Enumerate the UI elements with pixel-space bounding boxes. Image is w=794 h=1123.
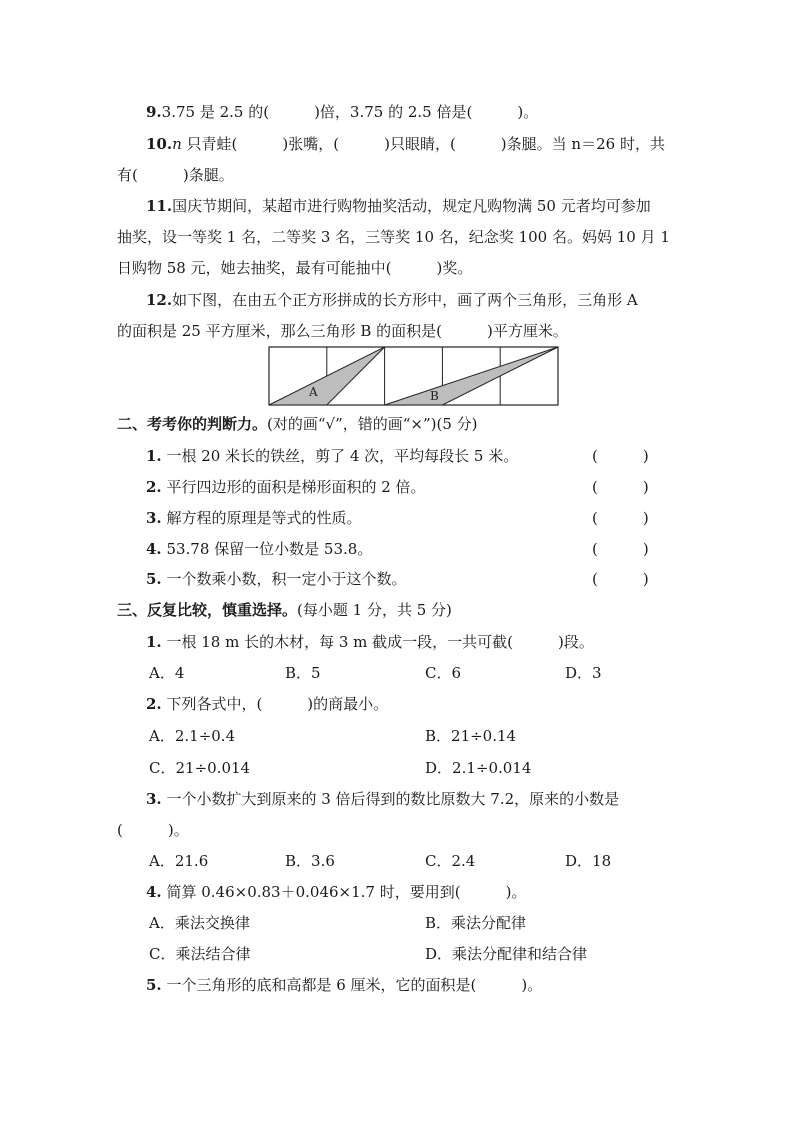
item-number: 4. [146, 540, 162, 558]
answer-paren[interactable]: ( ) [592, 570, 649, 588]
question-text: 如下图，在由五个正方形拼成的长方形中，画了两个三角形，三角形 A [172, 291, 638, 309]
question-12-line-1 [146, 290, 638, 310]
item-number: 3. [146, 509, 162, 527]
question-11-line-1 [146, 196, 651, 216]
option-c[interactable]: C．6 [425, 664, 462, 682]
item-text: 下列各式中，( )的商最小。 [166, 695, 389, 713]
section-3-heading [117, 600, 452, 620]
item-number: 2. [146, 695, 162, 713]
item-text: ( )。 [117, 821, 189, 839]
section-note: (对的画“√”，错的画“×”)(5 分) [267, 415, 478, 433]
choice-question-4 [146, 882, 526, 902]
question-11-line-2 [117, 227, 670, 247]
item-text: 简算 0.46×0.83＋0.046×1.7 时，要用到( )。 [166, 883, 527, 901]
item-number: 3. [146, 790, 162, 808]
option-a[interactable]: A．乘法交换律 [149, 914, 250, 932]
option-a[interactable]: A．4 [149, 664, 185, 682]
choice-question-3-line-2 [117, 820, 189, 840]
judgement-item [146, 539, 372, 559]
question-text: 有( )条腿。 [117, 166, 234, 184]
option-d[interactable]: D．乘法分配律和结合律 [425, 945, 588, 963]
question-11-line-3 [117, 258, 472, 278]
item-text: 解方程的原理是等式的性质。 [166, 509, 362, 527]
variable-n: n [172, 135, 182, 153]
question-number: 10. [146, 135, 173, 153]
item-text: 一个数乘小数，积一定小于这个数。 [166, 570, 407, 588]
section-note: (每小题 1 分，共 5 分) [297, 601, 452, 619]
answer-paren[interactable]: ( ) [592, 447, 649, 465]
item-text: 一根 18 m 长的木材，每 3 m 截成一段，一共可截( )段。 [166, 633, 594, 651]
judgement-item [146, 569, 406, 589]
triangle-a-label: A [309, 385, 318, 399]
section-title: 二、考考你的判断力。 [117, 415, 268, 433]
option-a[interactable]: A．21.6 [149, 852, 209, 870]
question-number: 9. [146, 103, 162, 121]
choice-question-1 [146, 632, 594, 652]
item-number: 1. [146, 633, 162, 651]
question-9 [146, 102, 538, 122]
option-d[interactable]: D．18 [565, 852, 612, 870]
option-c[interactable]: C．21÷0.014 [149, 759, 251, 777]
judgement-item [146, 508, 361, 528]
option-b[interactable]: B．3.6 [285, 852, 335, 870]
item-text: 一根 20 米长的铁丝，剪了 4 次，平均每段长 5 米。 [166, 447, 519, 465]
rectangle-triangles-figure [268, 346, 560, 408]
item-number: 2. [146, 478, 162, 496]
answer-paren[interactable]: ( ) [592, 509, 649, 527]
item-number: 5. [146, 976, 162, 994]
judgement-item [146, 477, 426, 497]
item-text: 一个小数扩大到原来的 3 倍后得到的数比原数大 7.2，原来的小数是 [166, 790, 620, 808]
answer-paren[interactable]: ( ) [592, 540, 649, 558]
option-b[interactable]: B．乘法分配律 [425, 914, 527, 932]
question-12-line-2 [117, 321, 568, 341]
option-d[interactable]: D．3 [565, 664, 602, 682]
option-a[interactable]: A．2.1÷0.4 [149, 727, 236, 745]
option-b[interactable]: B．21÷0.14 [425, 727, 517, 745]
question-number: 11. [146, 197, 173, 215]
question-text: 日购物 58 元，她去抽奖，最有可能抽中( )奖。 [117, 259, 473, 277]
choice-question-2 [146, 694, 388, 714]
judgement-item [146, 446, 518, 466]
item-text: 53.78 保留一位小数是 53.8。 [166, 540, 373, 558]
option-b[interactable]: B．5 [285, 664, 321, 682]
item-number: 5. [146, 570, 162, 588]
item-number: 4. [146, 883, 162, 901]
question-text: 抽奖，设一等奖 1 名，二等奖 3 名，三等奖 10 名，纪念奖 100 名。妈妈 10 月 1 [117, 228, 670, 246]
triangle-b-label: B [430, 389, 439, 403]
item-number: 1. [146, 447, 162, 465]
question-text: 国庆节期间，某超市进行购物抽奖活动，规定凡购物满 50 元者均可参加 [172, 197, 651, 215]
answer-paren[interactable]: ( ) [592, 478, 649, 496]
triangle-b [385, 347, 558, 405]
question-text: 3.75 是 2.5 的( )倍，3.75 的 2.5 倍是( )。 [161, 103, 539, 121]
section-2-heading [117, 414, 478, 434]
question-10-line-1 [146, 134, 665, 154]
choice-question-5 [146, 975, 542, 995]
question-number: 12. [146, 291, 173, 309]
option-c[interactable]: C．乘法结合律 [149, 945, 251, 963]
option-c[interactable]: C．2.4 [425, 852, 476, 870]
section-title: 三、反复比较，慎重选择。 [117, 601, 298, 619]
item-text: 平行四边形的面积是梯形面积的 2 倍。 [166, 478, 426, 496]
question-text: 的面积是 25 平方厘米，那么三角形 B 的面积是( )平方厘米。 [117, 322, 568, 340]
item-text: 一个三角形的底和高都是 6 厘米，它的面积是( )。 [166, 976, 543, 994]
option-d[interactable]: D．2.1÷0.014 [425, 759, 532, 777]
question-text: 只青蛙( )张嘴，( )只眼睛，( )条腿。当 n＝26 时，共 [181, 135, 665, 153]
question-10-line-2 [117, 165, 234, 185]
choice-question-3-line-1 [146, 789, 619, 809]
